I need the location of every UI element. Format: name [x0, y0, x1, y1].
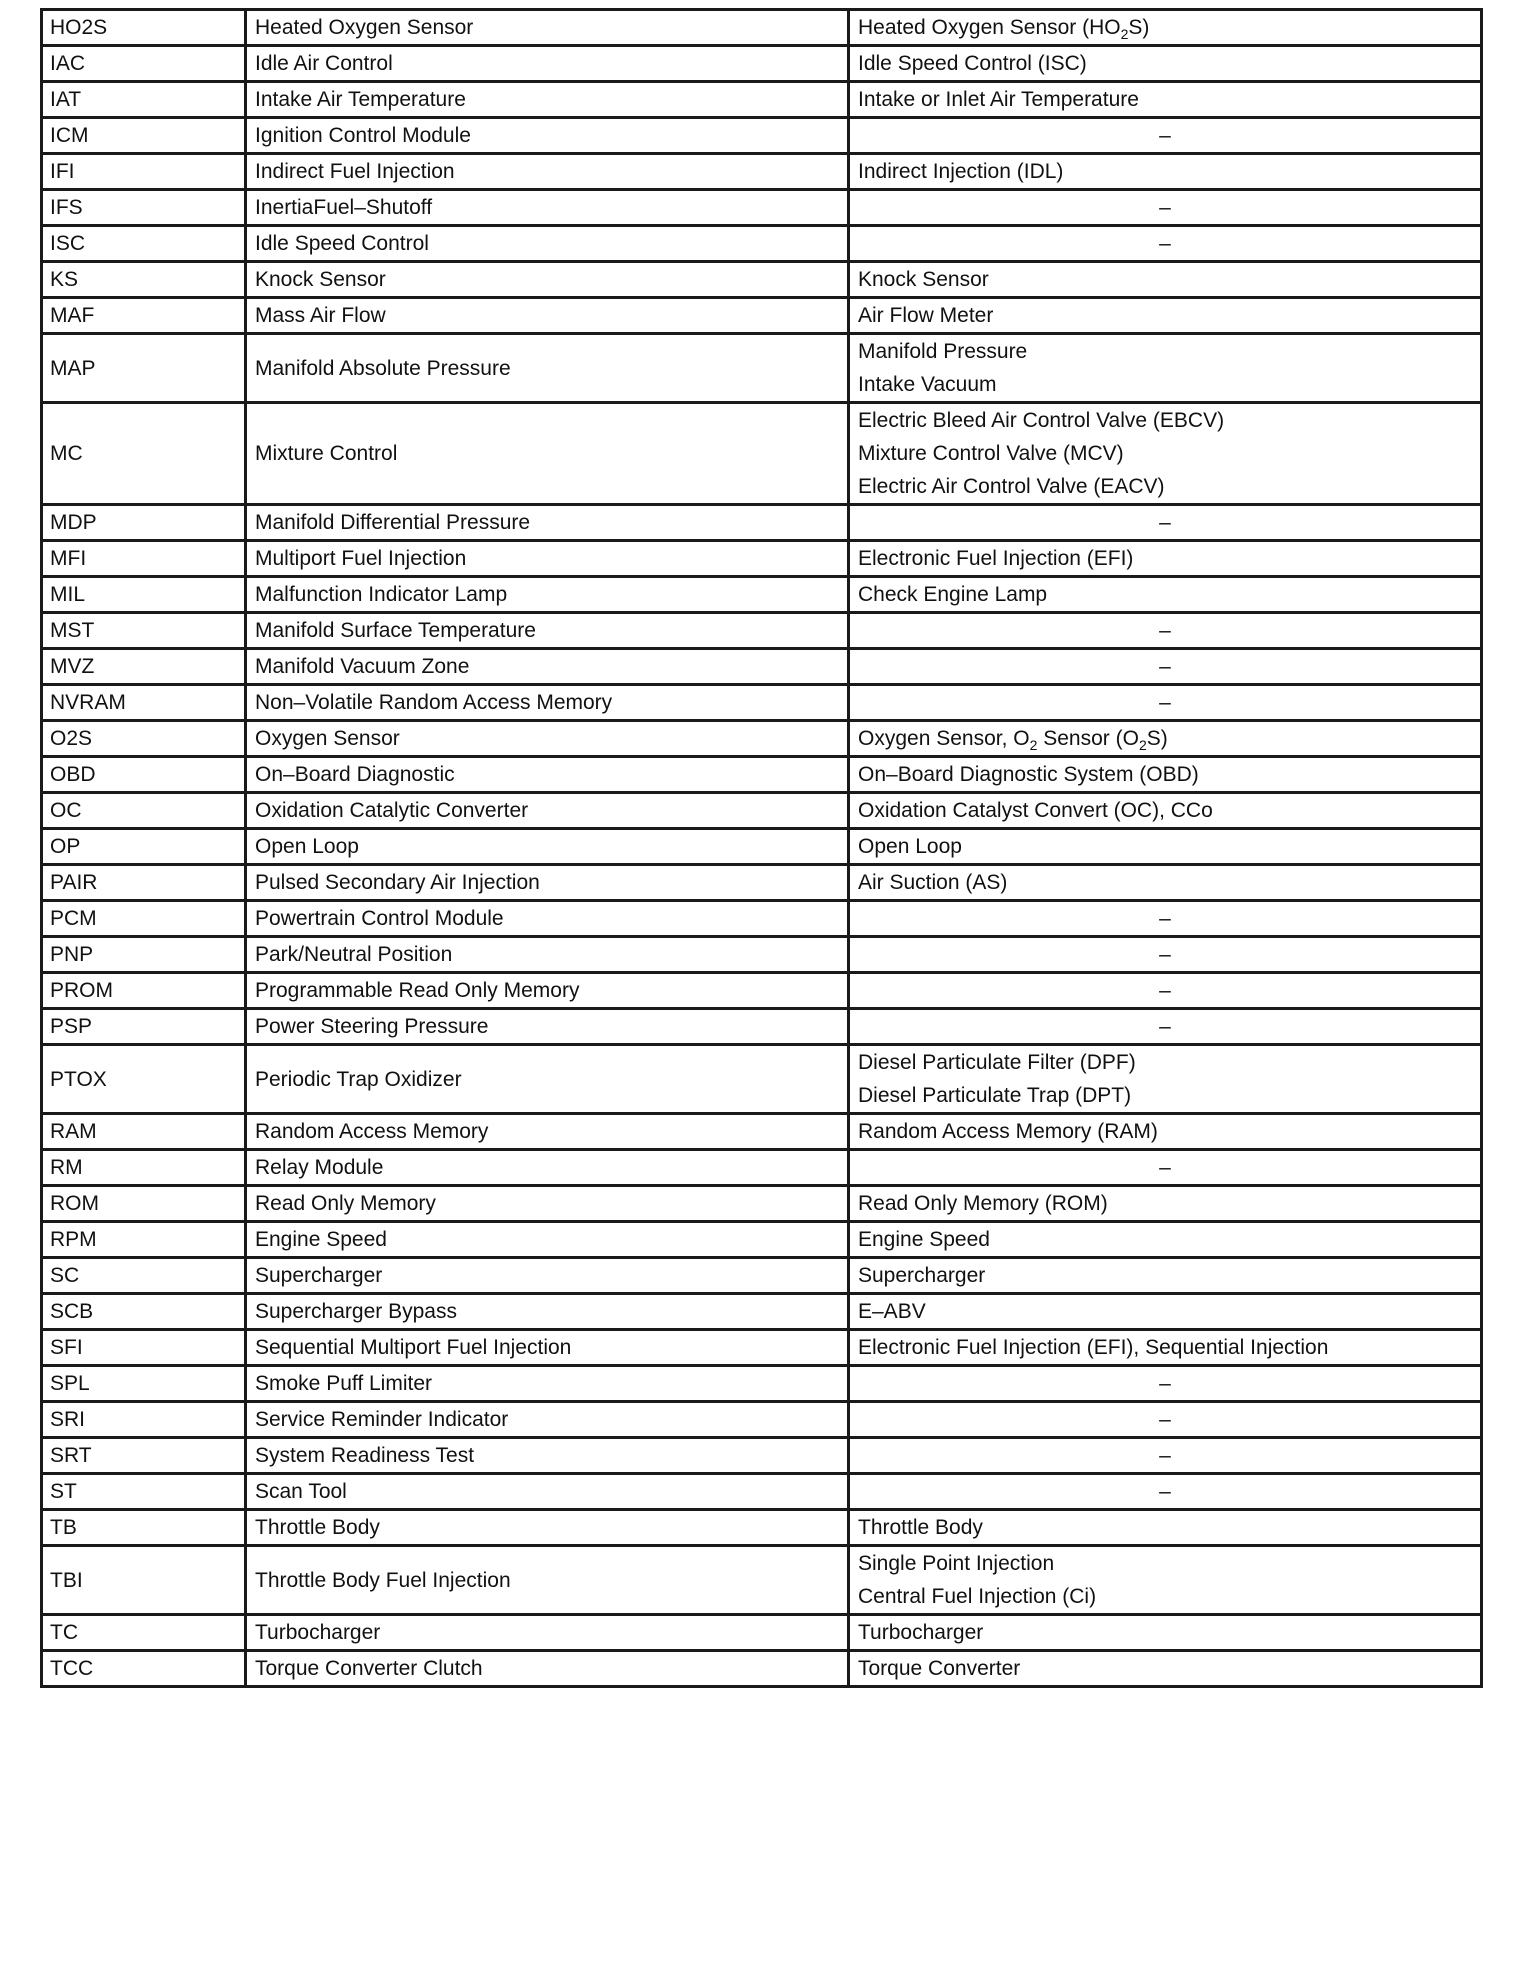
previous-term-text: S): [1128, 16, 1150, 39]
previous-term-line: [858, 437, 1472, 470]
table-row: [42, 1222, 1482, 1258]
previous-term-line: [858, 722, 1472, 755]
acronym-cell: HO2S: [42, 10, 246, 46]
acronym-cell: OC: [42, 793, 246, 829]
previous-term-line: [858, 470, 1472, 503]
previous-term-line: [858, 155, 1472, 188]
previous-term-line: [858, 1079, 1472, 1112]
term-cell: Idle Air Control: [246, 46, 849, 82]
previous-term-cell: [849, 1402, 1482, 1438]
previous-term-text: –: [1159, 1372, 1171, 1395]
previous-term-cell: [849, 403, 1482, 505]
table-row: [42, 298, 1482, 334]
previous-term-cell: [849, 541, 1482, 577]
previous-term-text: Diesel Particulate Filter (DPF): [858, 1051, 1136, 1074]
acronym-cell: TCC: [42, 1651, 246, 1687]
term-cell: Supercharger: [246, 1258, 849, 1294]
previous-term-text: Engine Speed: [858, 1228, 990, 1251]
subscript: 2: [1138, 737, 1147, 754]
acronym-table: [40, 8, 1483, 1688]
table-row: [42, 403, 1482, 505]
table-row: [42, 649, 1482, 685]
previous-term-cell: [849, 154, 1482, 190]
previous-term-text: Open Loop: [858, 835, 962, 858]
previous-term-cell: [849, 793, 1482, 829]
previous-term-line: [858, 902, 1472, 935]
table-row: [42, 757, 1482, 793]
term-cell: Power Steering Pressure: [246, 1009, 849, 1045]
subscript: 2: [1120, 26, 1129, 43]
previous-term-cell: [849, 1438, 1482, 1474]
previous-term-cell: [849, 829, 1482, 865]
previous-term-cell: [849, 1045, 1482, 1114]
acronym-cell: TBI: [42, 1546, 246, 1615]
acronym-cell: MFI: [42, 541, 246, 577]
previous-term-text: Central Fuel Injection (Ci): [858, 1585, 1097, 1608]
term-cell: Intake Air Temperature: [246, 82, 849, 118]
acronym-cell: RPM: [42, 1222, 246, 1258]
acronym-cell: SC: [42, 1258, 246, 1294]
term-cell: InertiaFuel–Shutoff: [246, 190, 849, 226]
acronym-cell: O2S: [42, 721, 246, 757]
table-row: [42, 190, 1482, 226]
term-cell: Torque Converter Clutch: [246, 1651, 849, 1687]
acronym-cell: SCB: [42, 1294, 246, 1330]
previous-term-line: [858, 542, 1472, 575]
previous-term-cell: [849, 190, 1482, 226]
previous-term-line: [858, 614, 1472, 647]
term-cell: System Readiness Test: [246, 1438, 849, 1474]
acronym-cell: ROM: [42, 1186, 246, 1222]
table-row: [42, 1330, 1482, 1366]
previous-term-line: [858, 650, 1472, 683]
subscript: 2: [1029, 737, 1038, 754]
term-cell: Read Only Memory: [246, 1186, 849, 1222]
previous-term-text: –: [1159, 1156, 1171, 1179]
previous-term-line: [858, 1652, 1472, 1685]
table-row: [42, 1402, 1482, 1438]
acronym-cell: ST: [42, 1474, 246, 1510]
previous-term-text: Intake Vacuum: [858, 373, 997, 396]
term-cell: Oxidation Catalytic Converter: [246, 793, 849, 829]
previous-term-line: [858, 263, 1472, 296]
acronym-cell: PCM: [42, 901, 246, 937]
term-cell: Open Loop: [246, 829, 849, 865]
table-row: [42, 793, 1482, 829]
term-cell: Engine Speed: [246, 1222, 849, 1258]
previous-term-text: Turbocharger: [858, 1621, 984, 1644]
acronym-cell: PNP: [42, 937, 246, 973]
previous-term-line: [858, 1331, 1472, 1364]
previous-term-cell: [849, 1651, 1482, 1687]
term-cell: Smoke Puff Limiter: [246, 1366, 849, 1402]
table-row: [42, 1438, 1482, 1474]
previous-term-cell: [849, 1114, 1482, 1150]
previous-term-line: [858, 794, 1472, 827]
acronym-cell: IFS: [42, 190, 246, 226]
acronym-cell: MDP: [42, 505, 246, 541]
previous-term-cell: [849, 1294, 1482, 1330]
acronym-cell: TC: [42, 1615, 246, 1651]
previous-term-line: [858, 47, 1472, 80]
previous-term-line: [858, 119, 1472, 152]
term-cell: Non–Volatile Random Access Memory: [246, 685, 849, 721]
previous-term-text: Throttle Body: [858, 1516, 983, 1539]
term-cell: Idle Speed Control: [246, 226, 849, 262]
table-row: [42, 613, 1482, 649]
previous-term-cell: [849, 613, 1482, 649]
previous-term-text: –: [1159, 1444, 1171, 1467]
table-row: [42, 1114, 1482, 1150]
previous-term-line: [858, 1475, 1472, 1508]
previous-term-cell: [849, 262, 1482, 298]
acronym-cell: OP: [42, 829, 246, 865]
previous-term-text: Electronic Fuel Injection (EFI): [858, 547, 1134, 570]
previous-term-line: [858, 368, 1472, 401]
term-cell: Indirect Fuel Injection: [246, 154, 849, 190]
previous-term-text: –: [1159, 1015, 1171, 1038]
table-row: [42, 1615, 1482, 1651]
previous-term-cell: [849, 298, 1482, 334]
table-row: [42, 154, 1482, 190]
table-row: [42, 1258, 1482, 1294]
previous-term-text: –: [1159, 1480, 1171, 1503]
term-cell: Manifold Vacuum Zone: [246, 649, 849, 685]
previous-term-line: [858, 1046, 1472, 1079]
acronym-cell: KS: [42, 262, 246, 298]
previous-term-line: [858, 83, 1472, 116]
term-cell: Supercharger Bypass: [246, 1294, 849, 1330]
previous-term-line: [858, 1151, 1472, 1184]
previous-term-line: [858, 974, 1472, 1007]
table-row: [42, 46, 1482, 82]
previous-term-text: Torque Converter: [858, 1657, 1021, 1680]
acronym-cell: IAT: [42, 82, 246, 118]
previous-term-cell: [849, 721, 1482, 757]
acronym-cell: SPL: [42, 1366, 246, 1402]
previous-term-text: Random Access Memory (RAM): [858, 1120, 1158, 1143]
previous-term-cell: [849, 1009, 1482, 1045]
term-cell: Programmable Read Only Memory: [246, 973, 849, 1009]
term-cell: Random Access Memory: [246, 1114, 849, 1150]
previous-term-line: [858, 1010, 1472, 1043]
previous-term-line: [858, 758, 1472, 791]
term-cell: Oxygen Sensor: [246, 721, 849, 757]
previous-term-text: Knock Sensor: [858, 268, 989, 291]
previous-term-cell: [849, 1366, 1482, 1402]
acronym-cell: PAIR: [42, 865, 246, 901]
table-row: [42, 1510, 1482, 1546]
previous-term-text: –: [1159, 655, 1171, 678]
previous-term-text: Check Engine Lamp: [858, 583, 1048, 606]
previous-term-line: [858, 1616, 1472, 1649]
previous-term-text: –: [1159, 124, 1171, 147]
table-row: [42, 334, 1482, 403]
table-row: [42, 1186, 1482, 1222]
term-cell: Scan Tool: [246, 1474, 849, 1510]
previous-term-line: [858, 578, 1472, 611]
previous-term-line: [858, 1547, 1472, 1580]
term-cell: On–Board Diagnostic: [246, 757, 849, 793]
previous-term-cell: [849, 1474, 1482, 1510]
table-row: [42, 1150, 1482, 1186]
term-cell: Heated Oxygen Sensor: [246, 10, 849, 46]
table-row: [42, 10, 1482, 46]
term-cell: Periodic Trap Oxidizer: [246, 1045, 849, 1114]
table-row: [42, 829, 1482, 865]
previous-term-text: –: [1159, 691, 1171, 714]
previous-term-text: –: [1159, 979, 1171, 1002]
table-row: [42, 82, 1482, 118]
previous-term-line: [858, 1367, 1472, 1400]
table-row: [42, 262, 1482, 298]
previous-term-line: [858, 191, 1472, 224]
previous-term-cell: [849, 649, 1482, 685]
previous-term-cell: [849, 10, 1482, 46]
previous-term-cell: [849, 1150, 1482, 1186]
previous-term-line: [858, 1115, 1472, 1148]
previous-term-cell: [849, 937, 1482, 973]
previous-term-cell: [849, 865, 1482, 901]
previous-term-text: –: [1159, 1408, 1171, 1431]
previous-term-line: [858, 335, 1472, 368]
acronym-cell: RM: [42, 1150, 246, 1186]
previous-term-text: –: [1159, 943, 1171, 966]
previous-term-cell: [849, 118, 1482, 154]
term-cell: Service Reminder Indicator: [246, 1402, 849, 1438]
table-row: [42, 1366, 1482, 1402]
previous-term-text: Oxidation Catalyst Convert (OC), CCo: [858, 799, 1213, 822]
table-row: [42, 577, 1482, 613]
table-row: [42, 1651, 1482, 1687]
acronym-cell: SFI: [42, 1330, 246, 1366]
previous-term-line: [858, 299, 1472, 332]
acronym-cell: MVZ: [42, 649, 246, 685]
previous-term-line: [858, 686, 1472, 719]
acronym-cell: MC: [42, 403, 246, 505]
term-cell: Multiport Fuel Injection: [246, 541, 849, 577]
previous-term-cell: [849, 46, 1482, 82]
previous-term-cell: [849, 1510, 1482, 1546]
acronym-cell: IAC: [42, 46, 246, 82]
table-row: [42, 1009, 1482, 1045]
previous-term-text: –: [1159, 511, 1171, 534]
previous-term-text: –: [1159, 232, 1171, 255]
previous-term-text: E–ABV: [858, 1300, 926, 1323]
term-cell: Malfunction Indicator Lamp: [246, 577, 849, 613]
previous-term-text: Idle Speed Control (ISC): [858, 52, 1087, 75]
term-cell: Manifold Absolute Pressure: [246, 334, 849, 403]
previous-term-text: Oxygen Sensor, O: [858, 727, 1030, 750]
table-row: [42, 1546, 1482, 1615]
previous-term-cell: [849, 226, 1482, 262]
acronym-table-body: [42, 10, 1482, 1687]
table-row: [42, 973, 1482, 1009]
previous-term-cell: [849, 685, 1482, 721]
previous-term-line: [858, 11, 1472, 44]
previous-term-text: Air Flow Meter: [858, 304, 994, 327]
previous-term-text: Read Only Memory (ROM): [858, 1192, 1108, 1215]
previous-term-line: [858, 938, 1472, 971]
term-cell: Throttle Body: [246, 1510, 849, 1546]
term-cell: Relay Module: [246, 1150, 849, 1186]
acronym-cell: MAF: [42, 298, 246, 334]
previous-term-text: Heated Oxygen Sensor (HO: [858, 16, 1121, 39]
previous-term-line: [858, 1511, 1472, 1544]
acronym-cell: PTOX: [42, 1045, 246, 1114]
previous-term-cell: [849, 1222, 1482, 1258]
term-cell: Mass Air Flow: [246, 298, 849, 334]
term-cell: Throttle Body Fuel Injection: [246, 1546, 849, 1615]
term-cell: Knock Sensor: [246, 262, 849, 298]
previous-term-line: [858, 1295, 1472, 1328]
table-row: [42, 1474, 1482, 1510]
term-cell: Powertrain Control Module: [246, 901, 849, 937]
previous-term-cell: [849, 505, 1482, 541]
acronym-cell: ISC: [42, 226, 246, 262]
previous-term-cell: [849, 1615, 1482, 1651]
previous-term-line: [858, 506, 1472, 539]
acronym-cell: SRI: [42, 1402, 246, 1438]
previous-term-text: Supercharger: [858, 1264, 986, 1287]
acronym-cell: OBD: [42, 757, 246, 793]
previous-term-line: [858, 866, 1472, 899]
term-cell: Manifold Surface Temperature: [246, 613, 849, 649]
previous-term-text: Indirect Injection (IDL): [858, 160, 1064, 183]
table-row: [42, 541, 1482, 577]
previous-term-line: [858, 1187, 1472, 1220]
previous-term-line: [858, 1223, 1472, 1256]
table-row: [42, 937, 1482, 973]
previous-term-text: –: [1159, 196, 1171, 219]
previous-term-text: S): [1146, 727, 1168, 750]
previous-term-line: [858, 227, 1472, 260]
previous-term-line: [858, 1259, 1472, 1292]
previous-term-text: Intake or Inlet Air Temperature: [858, 88, 1139, 111]
previous-term-cell: [849, 1330, 1482, 1366]
acronym-cell: MAP: [42, 334, 246, 403]
previous-term-text: Manifold Pressure: [858, 340, 1028, 363]
previous-term-text: Electric Bleed Air Control Valve (EBCV): [858, 409, 1225, 432]
previous-term-text: –: [1159, 619, 1171, 642]
acronym-cell: MST: [42, 613, 246, 649]
acronym-cell: MIL: [42, 577, 246, 613]
term-cell: Turbocharger: [246, 1615, 849, 1651]
previous-term-line: [858, 1439, 1472, 1472]
term-cell: Park/Neutral Position: [246, 937, 849, 973]
previous-term-cell: [849, 334, 1482, 403]
acronym-cell: TB: [42, 1510, 246, 1546]
previous-term-text: Diesel Particulate Trap (DPT): [858, 1084, 1132, 1107]
previous-term-text: Electric Air Control Valve (EACV): [858, 475, 1165, 498]
previous-term-text: Electronic Fuel Injection (EFI), Sequential Injection: [858, 1336, 1329, 1359]
previous-term-text: Single Point Injection: [858, 1552, 1055, 1575]
table-row: [42, 505, 1482, 541]
previous-term-cell: [849, 577, 1482, 613]
previous-term-line: [858, 1580, 1472, 1613]
table-row: [42, 1045, 1482, 1114]
table-row: [42, 226, 1482, 262]
previous-term-text: Sensor (O: [1037, 727, 1139, 750]
acronym-cell: RAM: [42, 1114, 246, 1150]
previous-term-line: [858, 1403, 1472, 1436]
term-cell: Ignition Control Module: [246, 118, 849, 154]
previous-term-text: Mixture Control Valve (MCV): [858, 442, 1124, 465]
previous-term-cell: [849, 973, 1482, 1009]
previous-term-cell: [849, 901, 1482, 937]
table-row: [42, 118, 1482, 154]
previous-term-text: –: [1159, 907, 1171, 930]
term-cell: Sequential Multiport Fuel Injection: [246, 1330, 849, 1366]
term-cell: Pulsed Secondary Air Injection: [246, 865, 849, 901]
previous-term-cell: [849, 1546, 1482, 1615]
table-row: [42, 901, 1482, 937]
table-row: [42, 865, 1482, 901]
previous-term-cell: [849, 82, 1482, 118]
previous-term-line: [858, 404, 1472, 437]
previous-term-text: On–Board Diagnostic System (OBD): [858, 763, 1199, 786]
acronym-cell: IFI: [42, 154, 246, 190]
previous-term-line: [858, 830, 1472, 863]
acronym-cell: PROM: [42, 973, 246, 1009]
previous-term-text: Air Suction (AS): [858, 871, 1008, 894]
term-cell: Mixture Control: [246, 403, 849, 505]
table-row: [42, 685, 1482, 721]
acronym-cell: PSP: [42, 1009, 246, 1045]
previous-term-cell: [849, 757, 1482, 793]
acronym-cell: ICM: [42, 118, 246, 154]
term-cell: Manifold Differential Pressure: [246, 505, 849, 541]
acronym-cell: SRT: [42, 1438, 246, 1474]
previous-term-cell: [849, 1186, 1482, 1222]
acronym-cell: NVRAM: [42, 685, 246, 721]
table-row: [42, 1294, 1482, 1330]
previous-term-cell: [849, 1258, 1482, 1294]
table-row: [42, 721, 1482, 757]
